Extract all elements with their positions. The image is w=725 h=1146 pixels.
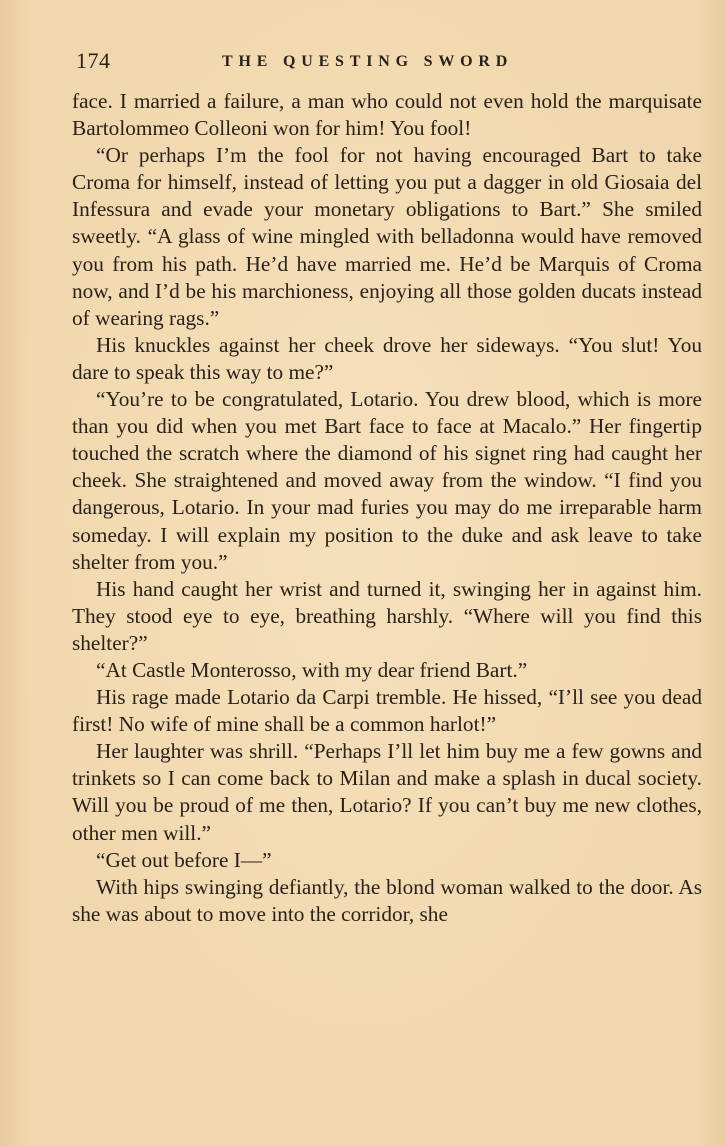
paragraph: “You’re to be congratulated, Lotario. You drew blood, which is more than you did when you met Bart face to face at Macalo.” Her fingertip touched the scratch where the diamond of his signet ring had caught her cheek. She straightened and moved away from the window. “I find you dangerous, Lotario. In your mad furies you may do me irreparable harm someday. I will explain my position to the duke and ask leave to take shelter from you.”	[72, 387, 702, 574]
paragraph: Her laughter was shrill. “Perhaps I’ll let him buy me a few gowns and trinkets so I can come back to Milan and make a splash in ducal society. Will you be proud of me then, Lotario? If you can’t buy me new clothes, other men will.”	[72, 739, 702, 845]
paragraph: His hand caught her wrist and turned it, swinging her in against him. They stood eye to eye, breathing harshly. “Where will you find this shelter?”	[72, 576, 702, 655]
paragraph: With hips swinging defiantly, the blond woman walked to the door. As she was about to move into the corridor, she	[72, 874, 702, 926]
body-text	[72, 88, 702, 928]
paragraph: “Get out before I—”	[96, 847, 272, 872]
paragraph: His knuckles against her cheek drove her sideways. “You slut! You dare to speak this way to me?”	[72, 332, 702, 384]
paragraph: “Or perhaps I’m the fool for not having encouraged Bart to take Croma for himself, instead of letting you put a dagger in old Giosaia del Infessura and evade your monetary obligations to Bart.” She smiled sweetly. “A glass of wine mingled with belladonna would have removed you from his path. He’d have married me. He’d be Marquis of Croma now, and I’d be his marchioness, enjoying all those golden ducats instead of wearing rags.”	[72, 143, 702, 330]
paragraph: His rage made Lotario da Carpi tremble. He hissed, “I’ll see you dead first! No wife of mine shall be a common harlot!”	[72, 685, 702, 737]
paragraph: face. I married a failure, a man who could not even hold the marquisate Bartolommeo Colleoni won for him! You fool!	[72, 89, 702, 141]
page-number: 174	[76, 48, 111, 73]
paragraph: “At Castle Monterosso, with my dear friend Bart.”	[96, 657, 528, 682]
page-header	[76, 48, 700, 80]
running-head: THE QUESTING SWORD	[222, 53, 514, 70]
